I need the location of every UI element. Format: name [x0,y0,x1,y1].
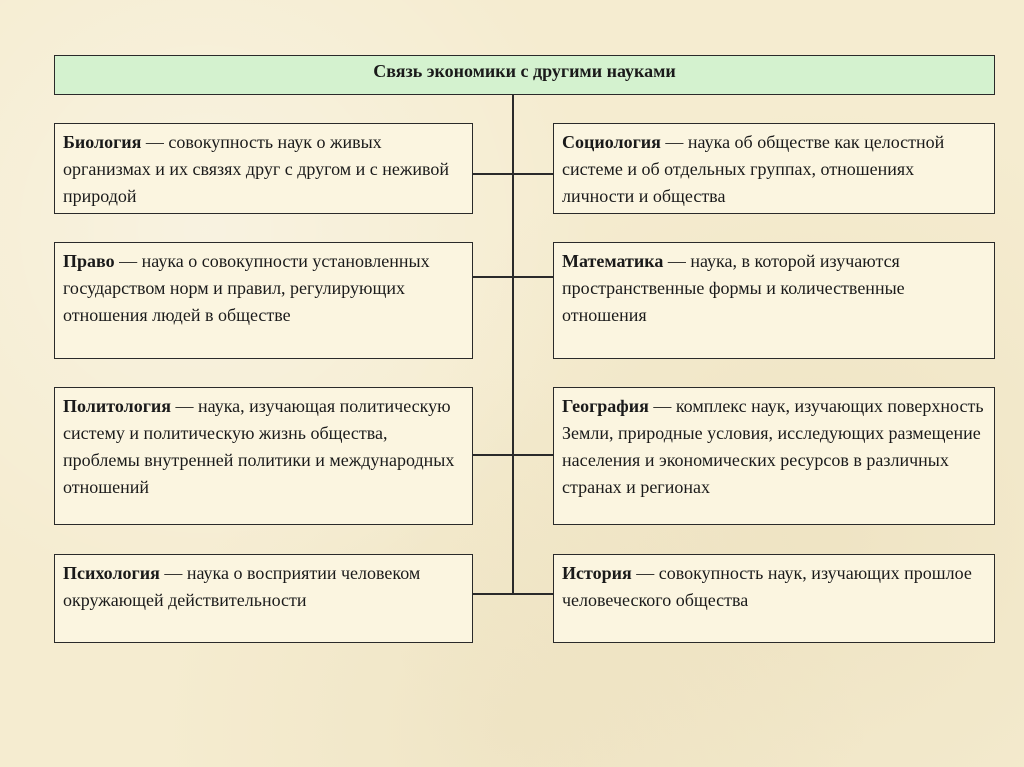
box-separator: — [141,132,169,152]
branch-line-4 [473,593,553,595]
box-geography [553,387,995,525]
diagram-title: Связь экономики с другими науками [54,55,995,95]
box-definition: наука о восприятии человеком окружающей действительности [63,563,421,610]
trunk-line [512,95,514,594]
box-separator: — [660,132,688,152]
box-definition: наука о совокупности установленных государством норм и правил, регулирующих отношения людей в обществе [63,251,430,325]
box-law [54,242,473,359]
box-biology [54,123,473,214]
branch-line-3 [473,454,553,456]
box-political-science [54,387,473,525]
box-sociology [553,123,995,214]
box-definition: совокупность наук о живых организмах и их связях друг с другом и с неживой природой [63,132,449,206]
box-definition: наука, в которой изучаются пространственные формы и количественные отношения [562,251,905,325]
box-separator: — [631,563,659,583]
box-term: Психология [63,563,160,583]
branch-line-1 [473,173,553,175]
box-separator: — [114,251,142,271]
box-term: Право [63,251,115,271]
box-separator: — [648,396,676,416]
box-separator: — [663,251,691,271]
box-term: Математика [562,251,664,271]
box-psychology [54,554,473,643]
box-definition: совокупность наук, изучающих прошлое человеческого общества [562,563,972,610]
box-term: Политология [63,396,171,416]
box-separator: — [170,396,198,416]
box-term: География [562,396,649,416]
box-definition: наука об обществе как целостной системе и об отдельных группах, отношениях личности и общества [562,132,945,206]
box-term: История [562,563,632,583]
box-separator: — [159,563,187,583]
box-definition: комплекс наук, изучающих поверхность Земли, природные условия, исследующих размещение населения и экономических ресурсов в различных странах и регионах [562,396,984,497]
box-term: Биология [63,132,142,152]
box-history [553,554,995,643]
box-mathematics [553,242,995,359]
box-definition: наука, изучающая политическую систему и политическую жизнь общества, проблемы внутренней политики и международных отношений [63,396,455,497]
branch-line-2 [473,276,553,278]
box-term: Социология [562,132,661,152]
